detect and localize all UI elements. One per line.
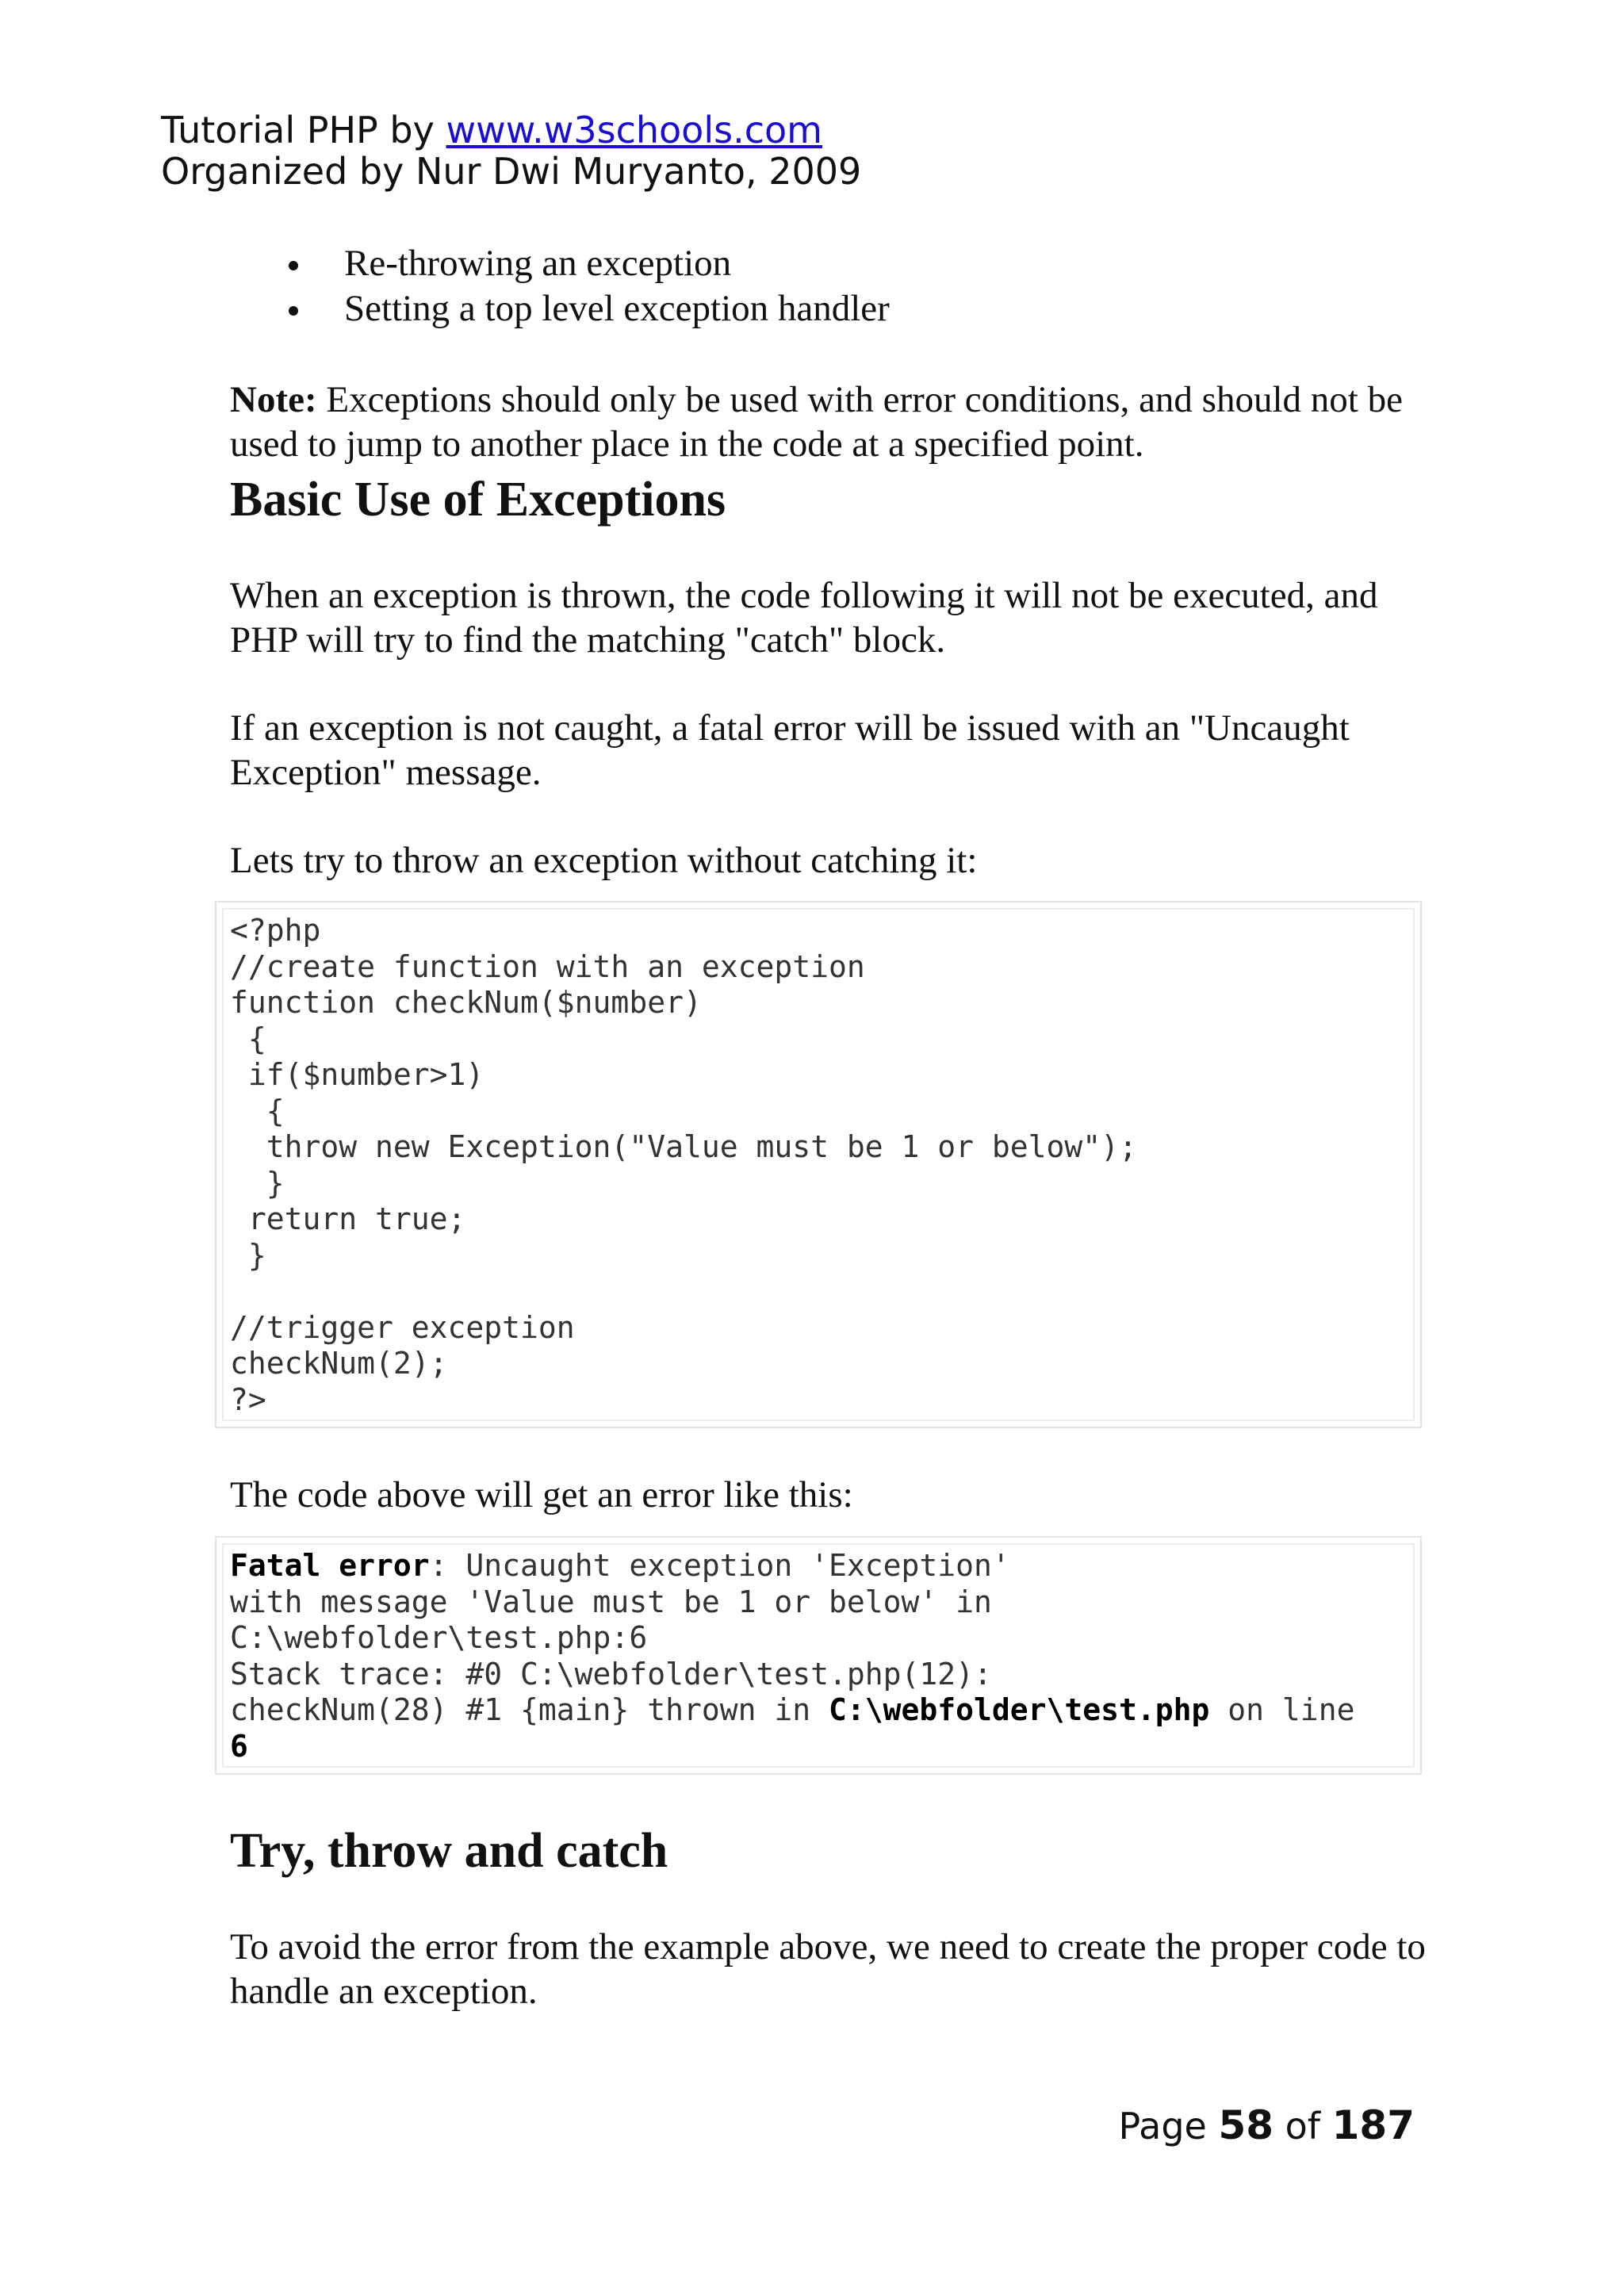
header-line-1 [161,109,861,151]
code-line: { [230,1021,266,1056]
bullet-item: Setting a top level exception handler [284,286,890,331]
paragraph-thrown: When an exception is thrown, the code following it will not be executed, and PHP will try to find the matching "catch" block. [230,575,1378,661]
error-text: on line [1209,1692,1355,1727]
code-line: } [230,1165,285,1201]
bullet-list [284,241,890,331]
code-block [222,908,1415,1421]
code-line: function checkNum($number) [230,985,702,1020]
note-paragraph [230,377,1435,466]
paragraph-avoid-error: To avoid the error from the example above, we need to create the proper code to handle an exception. [230,1926,1426,2012]
code-example [215,901,1422,1428]
code-line: throw new Exception("Value must be 1 or below"); [230,1129,1137,1164]
paragraph-error-intro: The code above will get an error like this: [230,1474,853,1515]
page-footer [1118,2102,1415,2150]
section-heading-basic-use: Basic Use of Exceptions [230,473,726,527]
error-line-number: 6 [230,1728,248,1764]
footer-prefix: Page [1118,2105,1219,2147]
error-file: C:\webfolder\test.php [828,1692,1210,1727]
code-line: } [230,1237,266,1273]
error-output [215,1536,1422,1775]
code-line: //trigger exception [230,1309,575,1345]
error-text: : Uncaught exception 'Exception' [429,1548,1010,1583]
error-text: checkNum(28) #1 {main} thrown in [230,1692,829,1727]
code-line-blank [230,1274,1405,1310]
w3schools-link[interactable]: www.w3schools.com [446,109,822,151]
code-line: <?php [230,913,321,948]
error-block [222,1543,1415,1768]
error-line-4: Stack trace: #0 C:\webfolder\test.php(12): [230,1656,992,1692]
page-current: 58 [1218,2102,1274,2148]
page-header [161,109,861,192]
header-title: Tutorial PHP by [161,109,446,151]
error-line-6 [230,1729,1405,1765]
note-text: Exceptions should only be used with error conditions, and should not be used to jump to another place in the code at a specified point. [230,379,1403,465]
error-line-3: C:\webfolder\test.php:6 [230,1620,648,1655]
bullet-item: Re-throwing an exception [284,241,890,286]
error-line-1 [230,1548,1405,1584]
page-total: 187 [1331,2102,1415,2148]
code-line: checkNum(2); [230,1346,448,1381]
code-line: return true; [230,1201,466,1236]
code-line: ?> [230,1381,266,1417]
paragraph-not-caught: If an exception is not caught, a fatal error will be issued with an "Uncaught Exception" message. [230,707,1350,793]
code-line: { [230,1093,285,1128]
paragraph-lets-try: Lets try to throw an exception without catching it: [230,840,978,881]
error-line-5 [230,1692,1405,1729]
section-heading-try-throw-catch: Try, throw and catch [230,1824,668,1878]
header-line-2: Organized by Nur Dwi Muryanto, 2009 [161,150,862,193]
fatal-error-label: Fatal error [230,1548,430,1583]
footer-middle: of [1274,2105,1332,2147]
code-line: //create function with an exception [230,948,865,984]
note-label: Note: [230,379,317,420]
error-line-2: with message 'Value must be 1 or below' in [230,1584,992,1619]
code-line: if($number>1) [230,1057,485,1092]
